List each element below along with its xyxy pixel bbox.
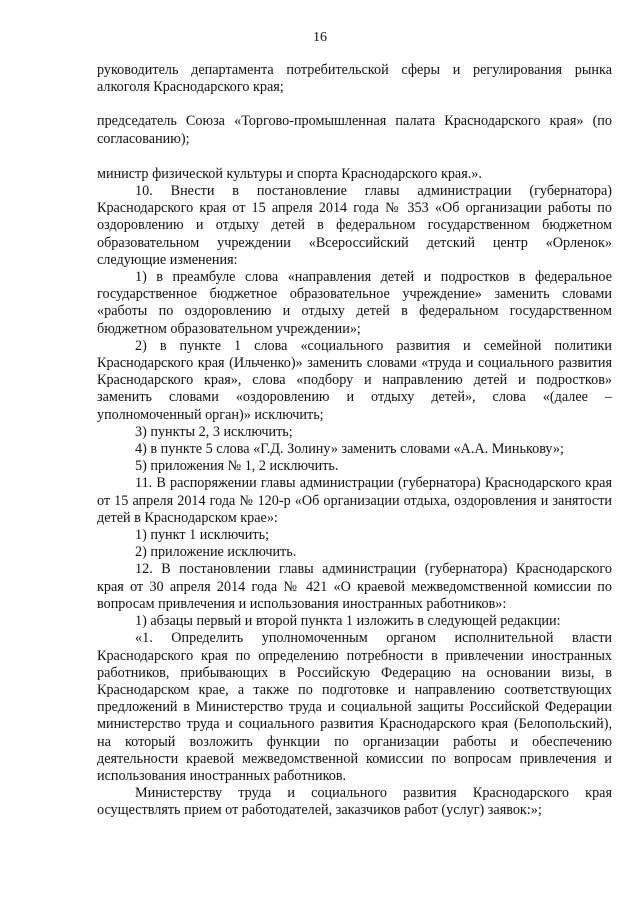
paragraph-member-head-department: руководитель департамента потребительской сферы и регулирования рынка алкоголя Краснодарского края; [97, 62, 612, 96]
paragraph-item-12-quote-2: Министерству труда и социального развития Краснодарского края осуществлять прием от работодателей, заказчиков работ (услуг) заявок:»; [97, 785, 612, 819]
paragraph-member-minister-sport: министр физической культуры и спорта Краснодарского края.». [97, 165, 482, 182]
paragraph-item-11-sub-1: 1) пункт 1 исключить; [135, 527, 269, 544]
paragraph-item-12-sub-1: 1) абзацы первый и второй пункта 1 изложить в следующей редакции: [135, 613, 561, 630]
paragraph-item-12: 12. В постановлении главы администрации (губернатора) Краснодарского края от 30 апреля 2014 года № 421 «О краевой межведомственной комиссии по вопросам привлечения и использования иностранных работников»: [97, 561, 612, 612]
paragraph-item-10-sub-1: 1) в преамбуле слова «направления детей и подростков в федеральное государственное бюджетное образовательное учреждение» заменить словами «работы по оздоровлению и отдыху детей в федеральном государственном бюджетном образовательном учреждении»; [97, 269, 612, 337]
paragraph-item-11-sub-2: 2) приложение исключить. [135, 544, 297, 561]
paragraph-member-chamber-commerce: председатель Союза «Торгово-промышленная палата Краснодарского края» (по согласованию); [97, 113, 612, 147]
paragraph-item-11: 11. В распоряжении главы администрации (губернатора) Краснодарского края от 15 апреля 2014 года № 120-р «Об организации отдыха, оздоровления и занятости детей в Краснодарском крае»: [97, 475, 612, 526]
paragraph-item-12-quote-1: «1. Определить уполномоченным органом исполнительной власти Краснодарского края по определению потребности в привлечении иностранных работников, прибывающих в Российскую Федерацию на основании визы, в Краснодарском крае, а также по подготовке и направлению соответствующих предложений в Министерство труда и социальной защиты Российской Федерации министерство труда и социального развития Краснодарского края (Белопольский), на который возложить функции по организации работы и обеспечению деятельности краевой межведомственной комиссии по вопросам привлечения и использования иностранных работников. [97, 630, 612, 784]
paragraph-item-10-sub-5: 5) приложения № 1, 2 исключить. [135, 458, 339, 475]
paragraph-item-10-sub-2: 2) в пункте 1 слова «социального развития и семейной политики Краснодарского края (Ильченко)» заменить словами «труда и социального развития Краснодарского края», слова «подбору и направлению детей и подростков» заменить словами «оздоровлению и отдыху детей», слова «(далее – уполномоченный орган)» исключить; [97, 337, 612, 423]
paragraph-item-10: 10. Внести в постановление главы администрации (губернатора) Краснодарского края от 15 апреля 2014 года № 353 «Об организации работы по оздоровлению и отдыху детей в федеральном государственном бюджетном образовательном учреждении «Всероссийский детский центр «Орленок» следующие изменения: [97, 183, 612, 268]
paragraph-item-10-sub-3: 3) пункты 2, 3 исключить; [135, 423, 293, 440]
document-body [97, 62, 612, 820]
page-number: 16 [313, 30, 327, 45]
paragraph-item-10-sub-4: 4) в пункте 5 слова «Г.Д. Золину» заменить словами «А.А. Минькову»; [135, 441, 564, 458]
